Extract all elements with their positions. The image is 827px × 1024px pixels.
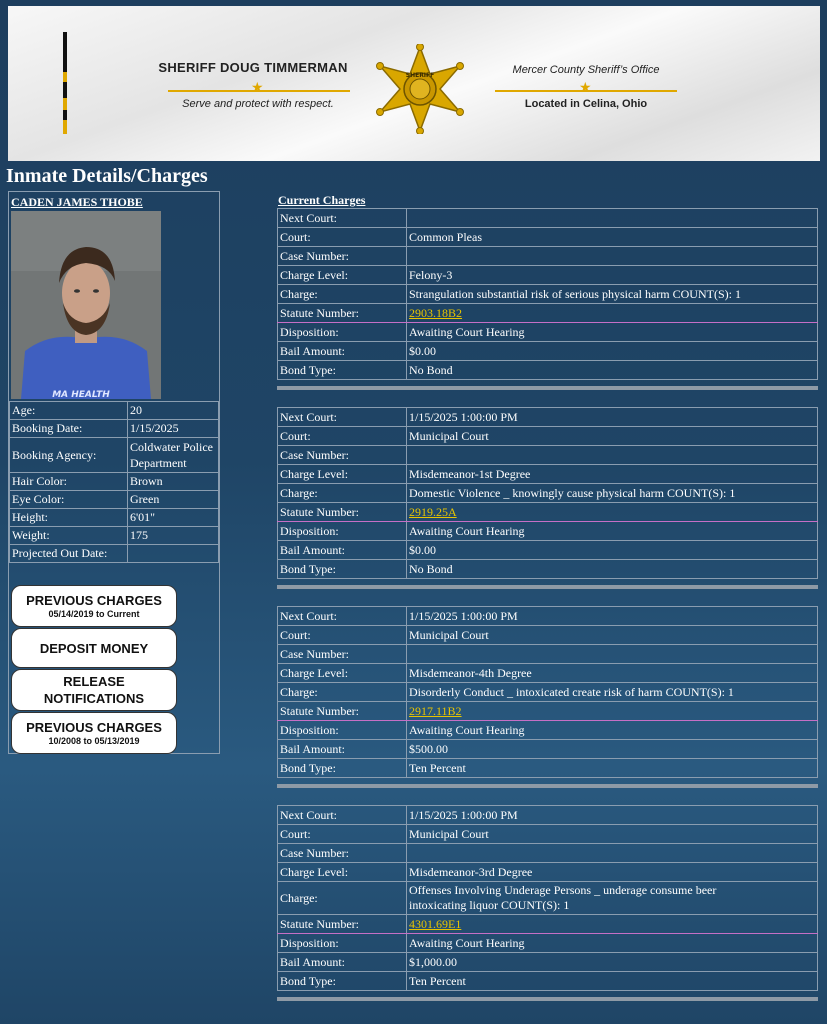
field-label: Court: [278, 825, 407, 844]
field-label: Disposition: [278, 934, 407, 953]
field-value: Green [128, 491, 219, 509]
field-label: Charge: [278, 285, 407, 304]
table-row [278, 844, 818, 863]
field-label: Hair Color: [10, 473, 128, 491]
field-label: Charge Level: [278, 664, 407, 683]
field-label: Charge Level: [278, 465, 407, 484]
table-row [10, 473, 219, 491]
field-value [407, 209, 818, 228]
field-label: Disposition: [278, 323, 407, 342]
field-value: Misdemeanor-1st Degree [407, 465, 818, 484]
field-value: Brown [128, 473, 219, 491]
charge-block [277, 407, 818, 589]
table-row [278, 446, 818, 465]
field-value: $0.00 [407, 541, 818, 560]
charge-table [277, 407, 818, 579]
table-row [278, 702, 818, 721]
deposit-money-button[interactable] [11, 628, 177, 668]
field-label: Court: [278, 427, 407, 446]
office-location: Located in Celina, Ohio [524, 98, 648, 110]
field-value: No Bond [407, 361, 818, 380]
table-row [278, 228, 818, 247]
field-label: Bond Type: [278, 560, 407, 579]
field-value: Offenses Involving Underage Persons _ underage consume beer intoxicating liquor COUNT(S): 1 [407, 882, 818, 915]
table-row [278, 721, 818, 740]
field-label: Charge Level: [278, 266, 407, 285]
table-row [278, 645, 818, 664]
table-row [278, 607, 818, 626]
field-value [407, 503, 818, 522]
table-row [278, 740, 818, 759]
field-value [407, 247, 818, 266]
table-row [278, 560, 818, 579]
field-value: $1,000.00 [407, 953, 818, 972]
field-value: Strangulation substantial risk of serious physical harm COUNT(S): 1 [407, 285, 818, 304]
field-value: 1/15/2025 [128, 420, 219, 438]
field-value [128, 545, 219, 563]
field-label: Case Number: [278, 844, 407, 863]
field-label: Case Number: [278, 247, 407, 266]
field-value: 175 [128, 527, 219, 545]
sheriff-badge-icon [370, 44, 470, 134]
statute-link[interactable]: 4301.69E1 [409, 916, 462, 931]
field-value: Awaiting Court Hearing [407, 721, 818, 740]
table-row [278, 209, 818, 228]
field-label: Height: [10, 509, 128, 527]
field-label: Bond Type: [278, 361, 407, 380]
release-notifications-button[interactable] [11, 669, 177, 711]
button-label: PREVIOUS CHARGES [26, 593, 162, 608]
inmate-details-table [9, 401, 219, 563]
table-row [278, 863, 818, 882]
banner-accent-bar [63, 32, 67, 134]
field-value [407, 844, 818, 863]
table-row [278, 806, 818, 825]
field-label: Charge Level: [278, 863, 407, 882]
field-label: Bail Amount: [278, 740, 407, 759]
table-row [278, 915, 818, 934]
table-row [278, 266, 818, 285]
previous-charges-current-button[interactable] [11, 585, 177, 627]
page-title: Inmate Details/Charges [6, 165, 208, 187]
field-label: Statute Number: [278, 503, 407, 522]
field-label: Next Court: [278, 408, 407, 427]
field-label: Charge: [278, 484, 407, 503]
table-row [278, 882, 818, 915]
charge-table [277, 606, 818, 778]
charge-separator [277, 386, 818, 390]
table-row [278, 408, 818, 427]
field-label: Next Court: [278, 607, 407, 626]
field-label: Bond Type: [278, 759, 407, 778]
table-row [278, 626, 818, 645]
star-icon: ★ [251, 80, 264, 96]
field-label: Charge: [278, 882, 407, 915]
sheriff-motto: Serve and protect with respect. [182, 98, 334, 110]
table-row [278, 285, 818, 304]
charge-separator [277, 585, 818, 589]
statute-link[interactable]: 2903.18B2 [409, 305, 463, 320]
table-row [278, 759, 818, 778]
field-label: Statute Number: [278, 915, 407, 934]
table-row [278, 683, 818, 702]
field-value: 1/15/2025 1:00:00 PM [407, 408, 818, 427]
charge-block [277, 606, 818, 788]
table-row [278, 664, 818, 683]
table-row [278, 465, 818, 484]
field-label: Bond Type: [278, 972, 407, 991]
field-value [407, 446, 818, 465]
statute-link[interactable]: 2917.11B2 [409, 703, 462, 718]
button-sublabel: 05/14/2019 to Current [48, 609, 140, 619]
field-label: Projected Out Date: [10, 545, 128, 563]
charge-table [277, 208, 818, 380]
field-label: Eye Color: [10, 491, 128, 509]
table-row [10, 545, 219, 563]
table-row [278, 484, 818, 503]
field-label: Statute Number: [278, 702, 407, 721]
field-value: Common Pleas [407, 228, 818, 247]
inmate-photo [11, 211, 161, 399]
field-value: Awaiting Court Hearing [407, 323, 818, 342]
previous-charges-old-button[interactable] [11, 712, 177, 754]
field-label: Bail Amount: [278, 342, 407, 361]
sheriff-name: SHERIFF DOUG TIMMERMAN [158, 60, 348, 75]
field-label: Statute Number: [278, 304, 407, 323]
field-value: Municipal Court [407, 626, 818, 645]
table-row [278, 342, 818, 361]
charge-table [277, 805, 818, 991]
field-label: Booking Date: [10, 420, 128, 438]
star-icon: ★ [579, 80, 592, 96]
field-value: 20 [128, 402, 219, 420]
field-value [407, 645, 818, 664]
field-label: Case Number: [278, 446, 407, 465]
field-label: Case Number: [278, 645, 407, 664]
table-row [278, 522, 818, 541]
table-row [10, 402, 219, 420]
field-label: Court: [278, 626, 407, 645]
table-row [278, 541, 818, 560]
table-row [278, 247, 818, 266]
field-value: 1/15/2025 1:00:00 PM [407, 607, 818, 626]
field-value: Misdemeanor-4th Degree [407, 664, 818, 683]
button-label: DEPOSIT MONEY [39, 640, 149, 656]
shirt-text: MA HEALTH [52, 390, 110, 399]
field-label: Disposition: [278, 522, 407, 541]
field-label: Weight: [10, 527, 128, 545]
field-label: Court: [278, 228, 407, 247]
table-row [278, 953, 818, 972]
field-value: Municipal Court [407, 825, 818, 844]
field-value: Disorderly Conduct _ intoxicated create risk of harm COUNT(S): 1 [407, 683, 818, 702]
field-value: Ten Percent [407, 972, 818, 991]
field-label: Age: [10, 402, 128, 420]
button-label: PREVIOUS CHARGES [26, 720, 162, 735]
field-label: Next Court: [278, 209, 407, 228]
field-value [407, 702, 818, 721]
field-value: $0.00 [407, 342, 818, 361]
field-label: Bail Amount: [278, 541, 407, 560]
table-row [10, 438, 219, 473]
field-value: Coldwater Police Department [128, 438, 219, 473]
charge-separator [277, 997, 818, 1001]
field-value [407, 915, 818, 934]
field-value: Domestic Violence _ knowingly cause physical harm COUNT(S): 1 [407, 484, 818, 503]
field-value: $500.00 [407, 740, 818, 759]
inmate-panel [8, 191, 220, 754]
office-name: Mercer County Sheriff’s Office [512, 64, 660, 76]
field-label: Booking Agency: [10, 438, 128, 473]
field-value: Ten Percent [407, 759, 818, 778]
field-value: 1/15/2025 1:00:00 PM [407, 806, 818, 825]
table-row [278, 361, 818, 380]
field-value: Misdemeanor-3rd Degree [407, 863, 818, 882]
table-row [278, 323, 818, 342]
table-row [10, 491, 219, 509]
charge-block [277, 805, 818, 1001]
badge-text: SHERIFF [405, 72, 435, 79]
charge-block [277, 208, 818, 390]
table-row [10, 527, 219, 545]
table-row [278, 972, 818, 991]
field-label: Disposition: [278, 721, 407, 740]
field-value: Municipal Court [407, 427, 818, 446]
charge-separator [277, 784, 818, 788]
statute-link[interactable]: 2919.25A [409, 504, 457, 519]
field-label: Bail Amount: [278, 953, 407, 972]
table-row [278, 825, 818, 844]
table-row [278, 304, 818, 323]
field-label: Next Court: [278, 806, 407, 825]
field-value: Awaiting Court Hearing [407, 934, 818, 953]
field-value: Felony-3 [407, 266, 818, 285]
table-row [278, 427, 818, 446]
inmate-name-link[interactable]: CADEN JAMES THOBE [11, 195, 143, 209]
field-value: Awaiting Court Hearing [407, 522, 818, 541]
button-sublabel: 10/2008 to 05/13/2019 [48, 736, 140, 746]
table-row [278, 503, 818, 522]
table-row [10, 420, 219, 438]
field-label: Charge: [278, 683, 407, 702]
header-banner [8, 6, 820, 161]
field-value: No Bond [407, 560, 818, 579]
table-row [10, 509, 219, 527]
field-value [407, 304, 818, 323]
button-label: RELEASE NOTIFICATIONS [43, 674, 145, 706]
field-value: 6'01" [128, 509, 219, 527]
table-row [278, 934, 818, 953]
current-charges-heading[interactable]: Current Charges [278, 193, 366, 207]
